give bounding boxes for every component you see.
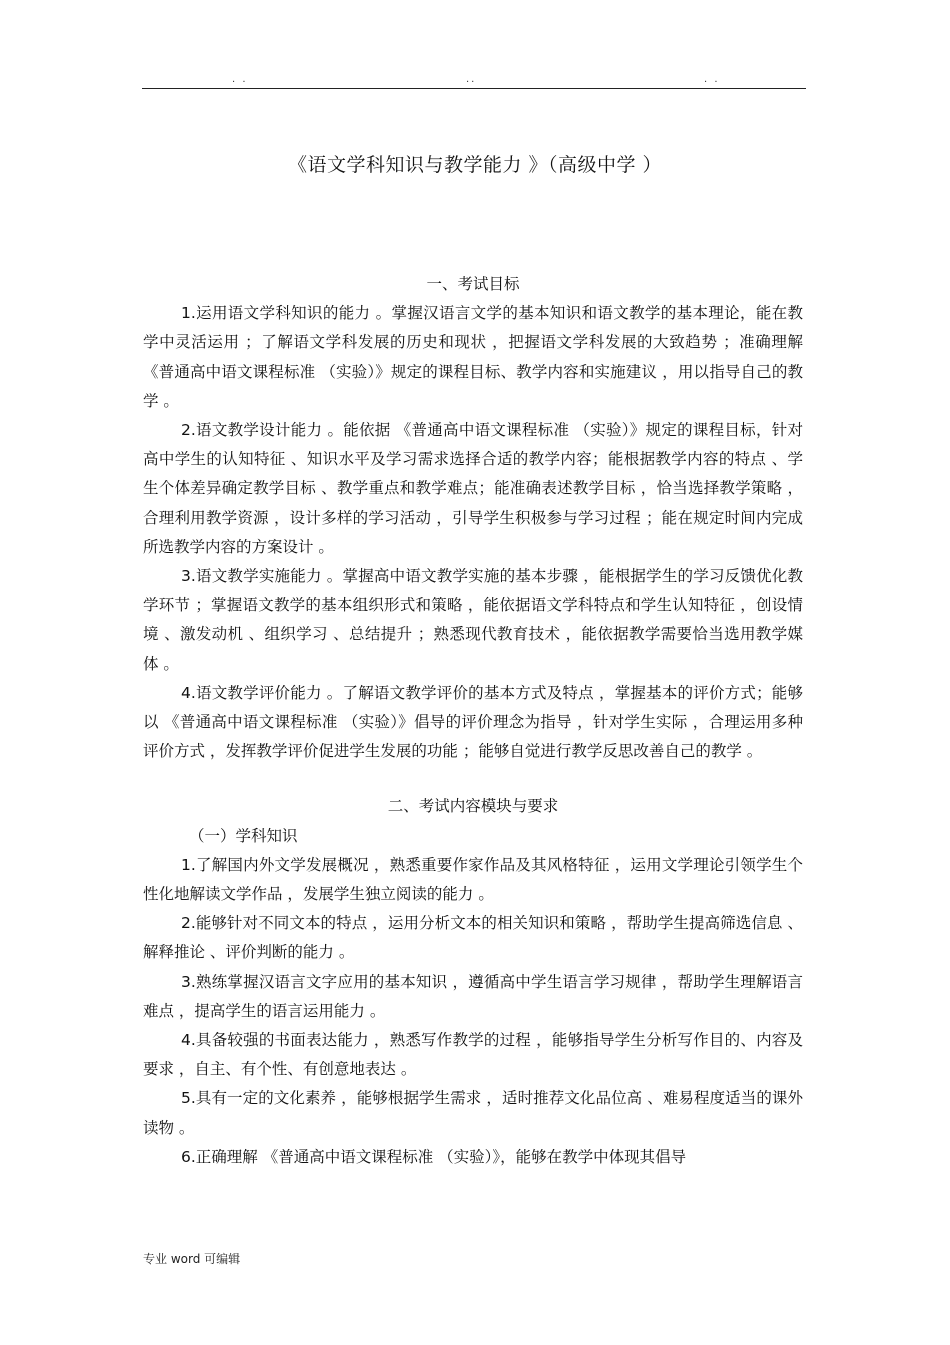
paragraph: 2.语文教学设计能力 。能依据 《普通高中语文课程标准 （实验）》规定的课程目标，针对高中学生的认知特征 、知识水平及学习需求选择合适的教学内容；能根据教学内容的特点 、学生个体差异确定教学目标 、教学重点和教学难点；能准确表述教学目标 ，恰当选择教学策略 ，合理利用教学资源 ，设计多样的学习活动 ，引导学生积极参与学习过程 ；能在规定时间内完成所选教学内容的方案设计 。	[143, 421, 803, 556]
paragraph: 2.能够针对不同文本的特点 ，运用分析文本的相关知识和策略 ，帮助学生提高筛选信息 、解释推论 、评价判断的能力 。	[143, 914, 803, 962]
paragraph: 5.具有一定的文化素养 ，能够根据学生需求 ，适时推荐文化品位高 、难易程度适当的课外读物 。	[143, 1089, 803, 1137]
paragraph: 6.正确理解 《普通高中语文课程标准 （实验）》，能够在教学中体现其倡导	[181, 1147, 687, 1166]
header-mark-left: . .	[232, 74, 248, 85]
document-title: 《语文学科知识与教学能力 》（高级中学 ）	[287, 154, 663, 176]
section-heading-exam-goals: 一、考试目标	[426, 275, 520, 293]
paragraph: 1.了解国内外文学发展概况 ，熟悉重要作家作品及其风格特征 ，运用文学理论引领学生个性化地解读文学作品 ，发展学生独立阅读的能力 。	[143, 855, 803, 904]
paragraph: 3.语文教学实施能力 。掌握高中语文教学实施的基本步骤 ，能根据学生的学习反馈优化教学环节 ；掌握语文教学的基本组织形式和策略 ，能依据语文学科特点和学生认知特征 ，创设情境 、激发动机 、组织学习 、总结提升 ；熟悉现代教育技术 ，能依据教学需要恰当选用教学媒体 。	[143, 567, 803, 673]
header-rule	[142, 88, 806, 89]
section-gap	[143, 766, 803, 792]
header-mark-center: ..	[466, 74, 477, 85]
page-footer: 专业 word 可编辑	[143, 1252, 241, 1266]
header-marks	[0, 74, 950, 88]
paragraph: 4.具备较强的书面表达能力 ，熟悉写作教学的过程 ，能够指导学生分析写作目的、内容及要求 ，自主、有个性、有创意地表达 。	[143, 1031, 803, 1079]
header-mark-right: . .	[704, 74, 720, 85]
sub-heading-subject-knowledge: （一）学科知识	[189, 826, 298, 845]
paragraph: 1.运用语文学科知识的能力 。掌握汉语言文学的基本知识和语文教学的基本理论，能在教学中灵活运用 ；了解语文学科发展的历史和现状 ，把握语文学科发展的大致趋势 ；准确理解 《普通高中语文课程标准 （实验）》规定的课程目标、教学内容和实施建议 ，用以指导自己的教学 。	[143, 304, 803, 410]
document-body	[143, 270, 803, 1172]
section-heading-exam-content: 二、考试内容模块与要求	[387, 797, 559, 816]
paragraph: 4.语文教学评价能力 。了解语文教学评价的基本方式及特点 ，掌握基本的评价方式；能够以 《普通高中语文课程标准 （实验）》倡导的评价理念为指导 ，针对学生实际 ，合理运用多种评价方式 ，发挥教学评价促进学生发展的功能 ；能够自觉进行教学反思改善自己的教学 。	[143, 683, 803, 761]
paragraph: 3.熟练掌握汉语言文字应用的基本知识 ，遵循高中学生语言学习规律 ，帮助学生理解语言难点 ，提高学生的语言运用能力 。	[143, 972, 803, 1020]
